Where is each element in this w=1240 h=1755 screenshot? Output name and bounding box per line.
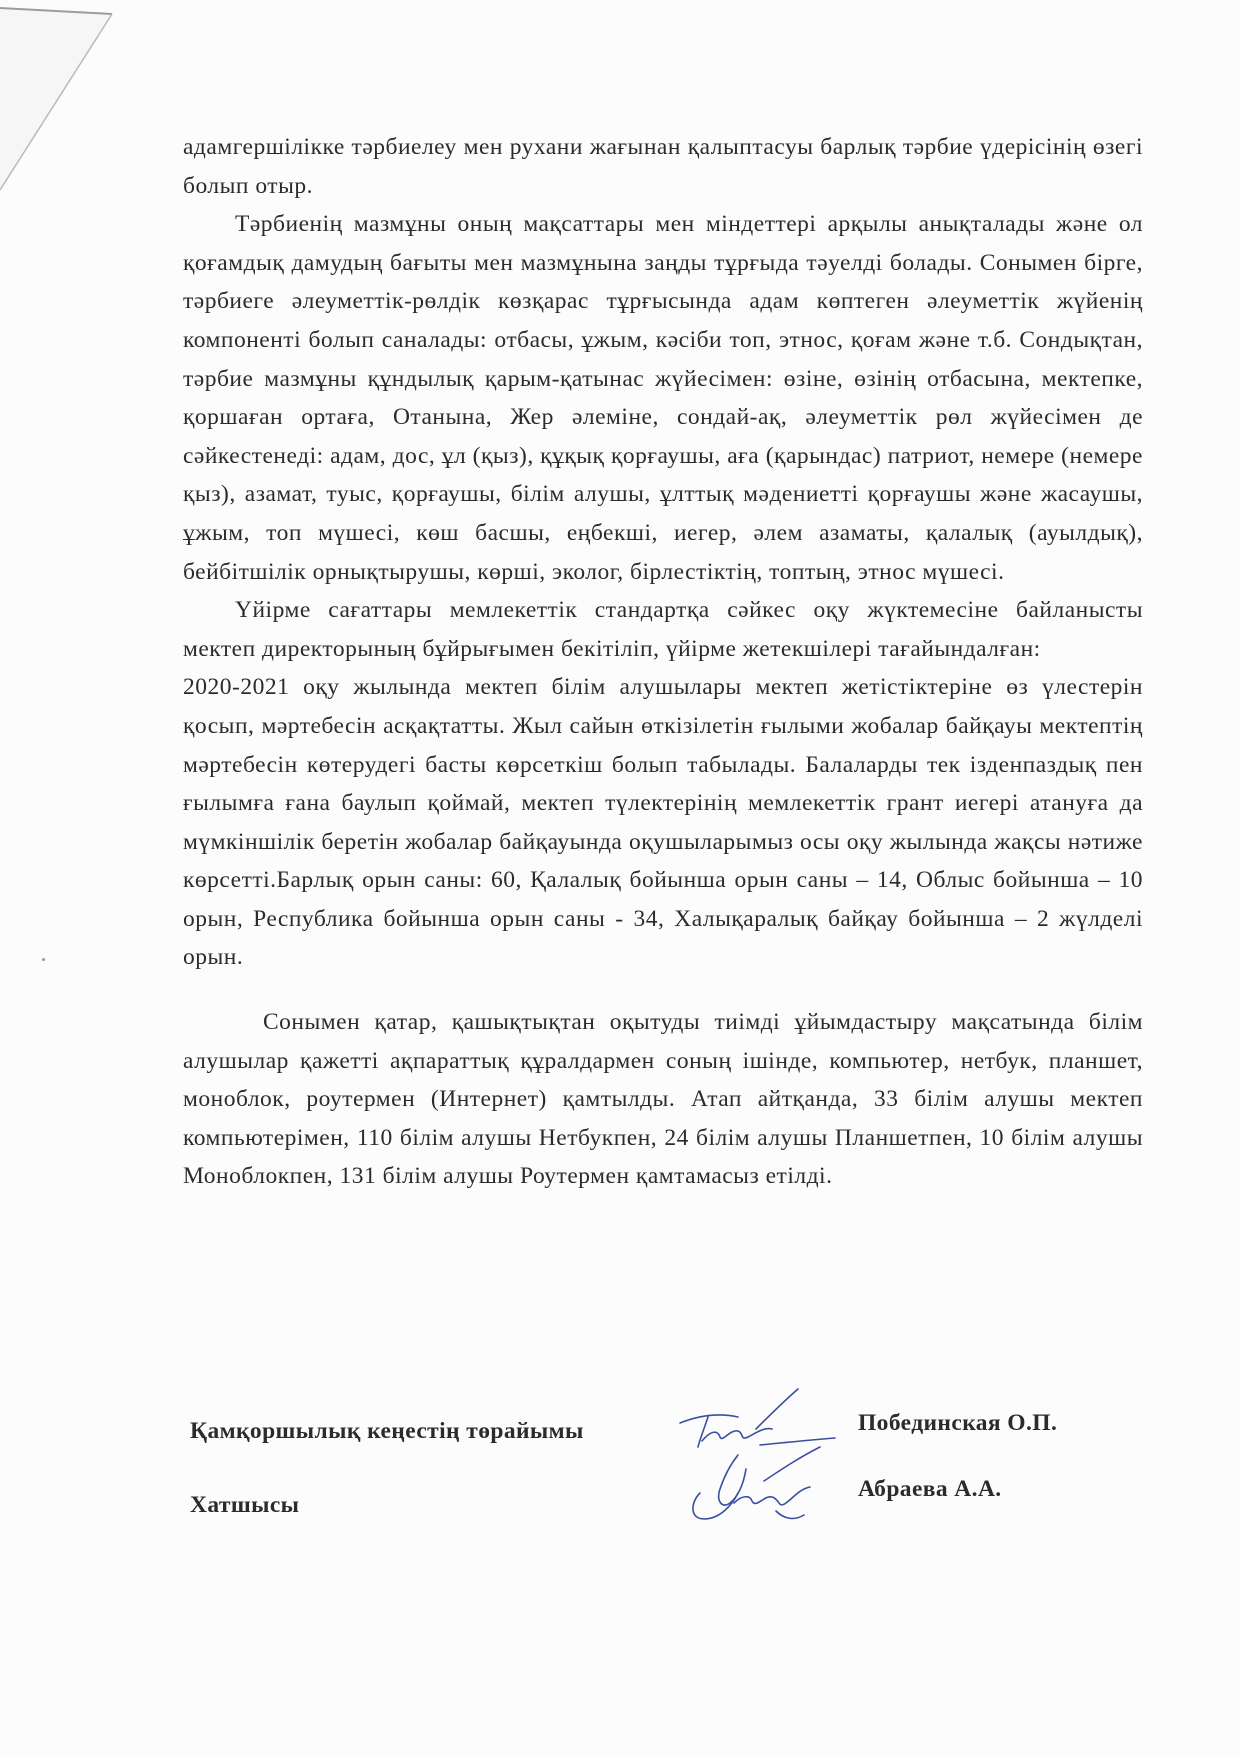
chair-name: Побединская О.П. [858,1410,1058,1436]
handwritten-signatures [660,1385,860,1540]
paragraph-clubs: Үйірме сағаттары мемлекеттік стандартқа сәйкес оқу жүктемесіне байланысты мектеп директорының бұйрығымен бекітіліп, үйірме жетекшілері тағайындалған: [183,597,1143,662]
paragraph-upbringing-content: Тәрбиенің мазмұны оның мақсаттары мен міндеттері арқылы анықталады және ол қоғамдық дамудың бағыты мен мазмұнына заңды тұрғыда тәуелді болады. Сонымен бірге, тәрбиеге әлеуметтік-рөлдік көзқарас тұрғысында адам көптеген әлеуметтік жүйенің компоненті болып саналады: отбасы, ұжым, кәсіби топ, этнос, қоғам және т.б. Сондықтан, тәрбие мазмұны құндылық қарым-қатынас жүйесімен: өзіне, өзінің отбасына, мектепке, қоршаған ортаға, Отанына, Жер әлеміне, сондай-ақ, әлеуметтік рөл жүйесімен де сәйкестенеді: адам, дос, ұл (қыз), құқық қорғаушы, аға (қарындас) патриот, немере (немере қыз), азамат, туыс, қорғаушы, білім алушы, ұлттық мәдениетті қорғаушы және жасаушы, ұжым, топ мүшесі, көш басшы, еңбекші, иегер, әлем азаматы, қалалық (ауылдық), бейбітшілік орнықтырушы, көрші, эколог, бірлестіктің, топтың, этнос мүшесі. [183,211,1143,585]
paragraph-continuation: адамгершілікке тәрбиелеу мен рухани жағынан қалыптасуы барлық тәрбие үдерісінің өзегі болып отыр. [183,134,1143,199]
secretary-role: Хатшысы [190,1492,300,1518]
chair-role: Қамқоршылық кеңестің төрайымы [190,1418,584,1444]
secretary-name: Абраева А.А. [858,1476,1002,1502]
paragraph-distance-learning: Сонымен қатар, қашықтықтан оқытуды тиімді ұйымдастыру мақсатында білім алушылар қажетті ақпараттық құралдармен соның ішінде, компьютер, нетбук, планшет, моноблок, роутермен (Интернет) қамтылды. Атап айтқанда, 33 білім алушы мектеп компьютерімен, 110 білім алушы Нетбукпен, 24 білім алушы Планшетпен, 10 білім алушы Моноблокпен, 131 білім алушы Роутермен қамтамасыз етілді. [183,1009,1143,1190]
paragraph-achievements: 2020-2021 оқу жылында мектеп білім алушылары мектеп жетістіктеріне өз үлестерін қосып, мәртебесін асқақтатты. Жыл сайын өткізілетін ғылыми жобалар байқауы мектептің мәртебесін көтерудегі басты көрсеткіш болып табылады. Балаларды тек ізденпаздық пен ғылымға ғана баулып қоймай, мектеп түлектерінің мемлекеттік грант иегері атануға да мүмкіншілік беретін жобалар байқауында оқушыларымыз осы оқу жылында жақсы нәтиже көрсетті.Барлық орын саны: 60, Қалалық бойынша орын саны – 14, Облыс бойынша – 10 орын, Республика бойынша орын саны - 34, Халықаралық байқау бойынша – 2 жүлделі орын. [183,674,1143,971]
document-body [183,128,1143,1196]
page-corner-fold [0,0,120,200]
scan-speck [42,958,45,961]
